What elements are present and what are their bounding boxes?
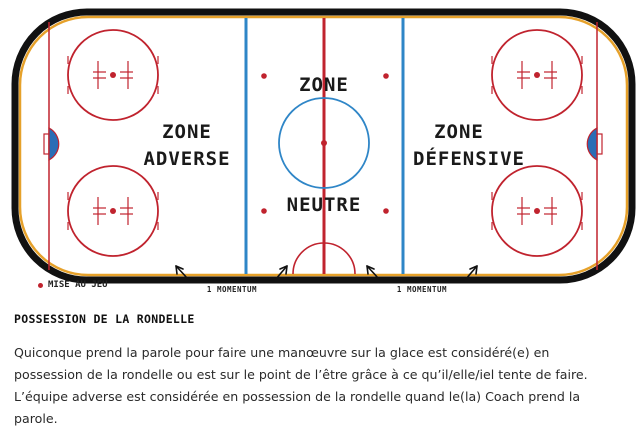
neutral-faceoff-dot (261, 208, 267, 214)
zone-defensive-label-line2: DÉFENSIVE (413, 148, 525, 170)
faceoff-dot-icon (38, 283, 43, 288)
center-faceoff-dot (321, 140, 327, 146)
zone-adverse-label-line1: ZONE (162, 121, 212, 143)
section-title: POSSESSION DE LA RONDELLE (14, 312, 195, 326)
momentum-label-right: 1 MOMENTUM (396, 285, 448, 294)
zone-neutre-label-line1: ZONE (299, 74, 349, 96)
neutral-faceoff-dot (383, 208, 389, 214)
zone-defensive-label-line1: ZONE (434, 121, 484, 143)
neutral-faceoff-dot (261, 73, 267, 79)
faceoff-legend (38, 280, 108, 290)
section-body: Quiconque prend la parole pour faire une manœuvre sur la glace est considéré(e) en possession de la rondelle ou est sur le point de l’être grâce à ce qu’il/elle/iel tente de faire. L’équipe adverse est considérée en possession de la rondelle quand le(la) Coach prend la parole. (14, 345, 588, 426)
zone-adverse-label-line2: ADVERSE (143, 148, 231, 170)
faceoff-legend-label: MISE AU JEU (48, 280, 108, 290)
neutral-faceoff-dot (383, 73, 389, 79)
momentum-label-left: 1 MOMENTUM (206, 285, 258, 294)
zone-neutre-label-line2: NEUTRE (286, 194, 362, 216)
